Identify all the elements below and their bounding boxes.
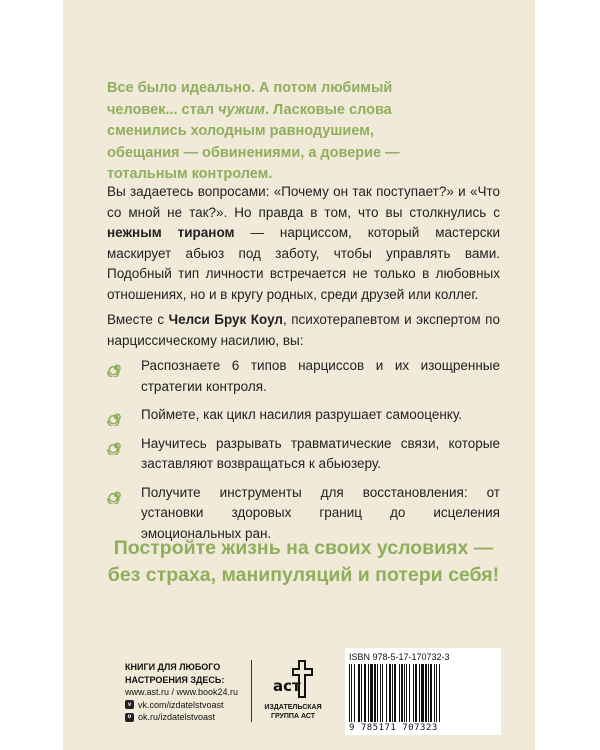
spiral-bullet-icon <box>107 486 125 504</box>
list-item-text: Получите инструменты для восстановления: от установки здоровых границ до исцеления эмоциональных ран. <box>141 484 500 541</box>
vk-link[interactable]: vk.com/izdatelstvoast <box>138 699 224 710</box>
list-item <box>107 405 500 426</box>
author-name: Челси Брук Коул <box>168 312 283 327</box>
barcode-block <box>345 648 501 735</box>
intro-italic-word: чужим <box>218 101 265 118</box>
barcode <box>349 664 497 722</box>
shop-links[interactable]: www.ast.ru / www.book24.ru <box>125 687 239 697</box>
list-item-text: Поймете, как цикл насилия разрушает самооценку. <box>141 407 462 422</box>
ok-icon: o <box>125 713 134 722</box>
shop-heading: КНИГИ ДЛЯ ЛЮБОГО НАСТРОЕНИЯ ЗДЕСЬ: <box>125 662 225 685</box>
author-paragraph <box>107 310 500 351</box>
logo-text: аст <box>273 677 301 695</box>
benefits-list <box>107 356 500 552</box>
list-item <box>107 356 500 397</box>
divider <box>251 660 252 722</box>
list-item-text: Научитесь разрывать травматические связи, которые заставляют возвращаться к абьюзеру. <box>141 435 500 471</box>
paragraph1-bold: нежным тираном <box>107 225 235 240</box>
spiral-bullet-icon <box>107 408 125 426</box>
shop-info <box>125 661 250 724</box>
barcode-stripe <box>439 664 440 722</box>
isbn-label: ISBN 978-5-17-170732-3 <box>349 652 450 662</box>
paragraph2-end: , психотерапевтом и экспертом по нарциссическому насилию, вы: <box>107 312 500 348</box>
spiral-bullet-icon <box>107 437 125 455</box>
paragraph2-start: Вместе с <box>107 312 169 327</box>
intro-text-end: . Ласковые слова сменились холодным равнодушием, обещания — обвинениями, а доверие — тотальным контролем. <box>107 101 400 182</box>
ok-row[interactable] <box>125 711 250 724</box>
paragraph1-end: — нарциссом, который мастерски маскирует абьюз под заботу, чтобы управлять вами. Подобный тип личности встречается не только в любовных отношениях, но и в кругу родных, среди друзей или коллег. <box>107 225 500 302</box>
publisher-name: ИЗДАТЕЛЬСКАЯ ГРУППА АСТ <box>264 704 322 720</box>
spiral-bullet-icon <box>107 359 125 377</box>
barcode-number: 9 785171 707323 <box>349 723 438 733</box>
paragraph1-start: Вы задаетесь вопросами: «Почему он так поступает?» и «Что со мной не так?». Но правда в том, что вы столкнулись с <box>107 184 500 220</box>
vk-row[interactable] <box>125 699 250 712</box>
vk-icon: v <box>125 700 134 709</box>
list-item <box>107 434 500 475</box>
publisher-logo <box>262 657 324 721</box>
ok-link[interactable]: ok.ru/izdatelstvoast <box>138 712 216 722</box>
list-item-text: Распознаете 6 типов нарциссов и их изощренные стратегии контроля. <box>141 358 500 394</box>
intro-paragraph <box>107 78 437 186</box>
description-paragraph <box>107 182 500 305</box>
intro-text-start: Все было идеально. А потом любимый человек... стал <box>107 80 393 118</box>
ast-logo-icon <box>271 657 315 701</box>
call-to-action: Постройте жизнь на своих условиях — без страха, манипуляций и потери себя! <box>107 537 500 586</box>
